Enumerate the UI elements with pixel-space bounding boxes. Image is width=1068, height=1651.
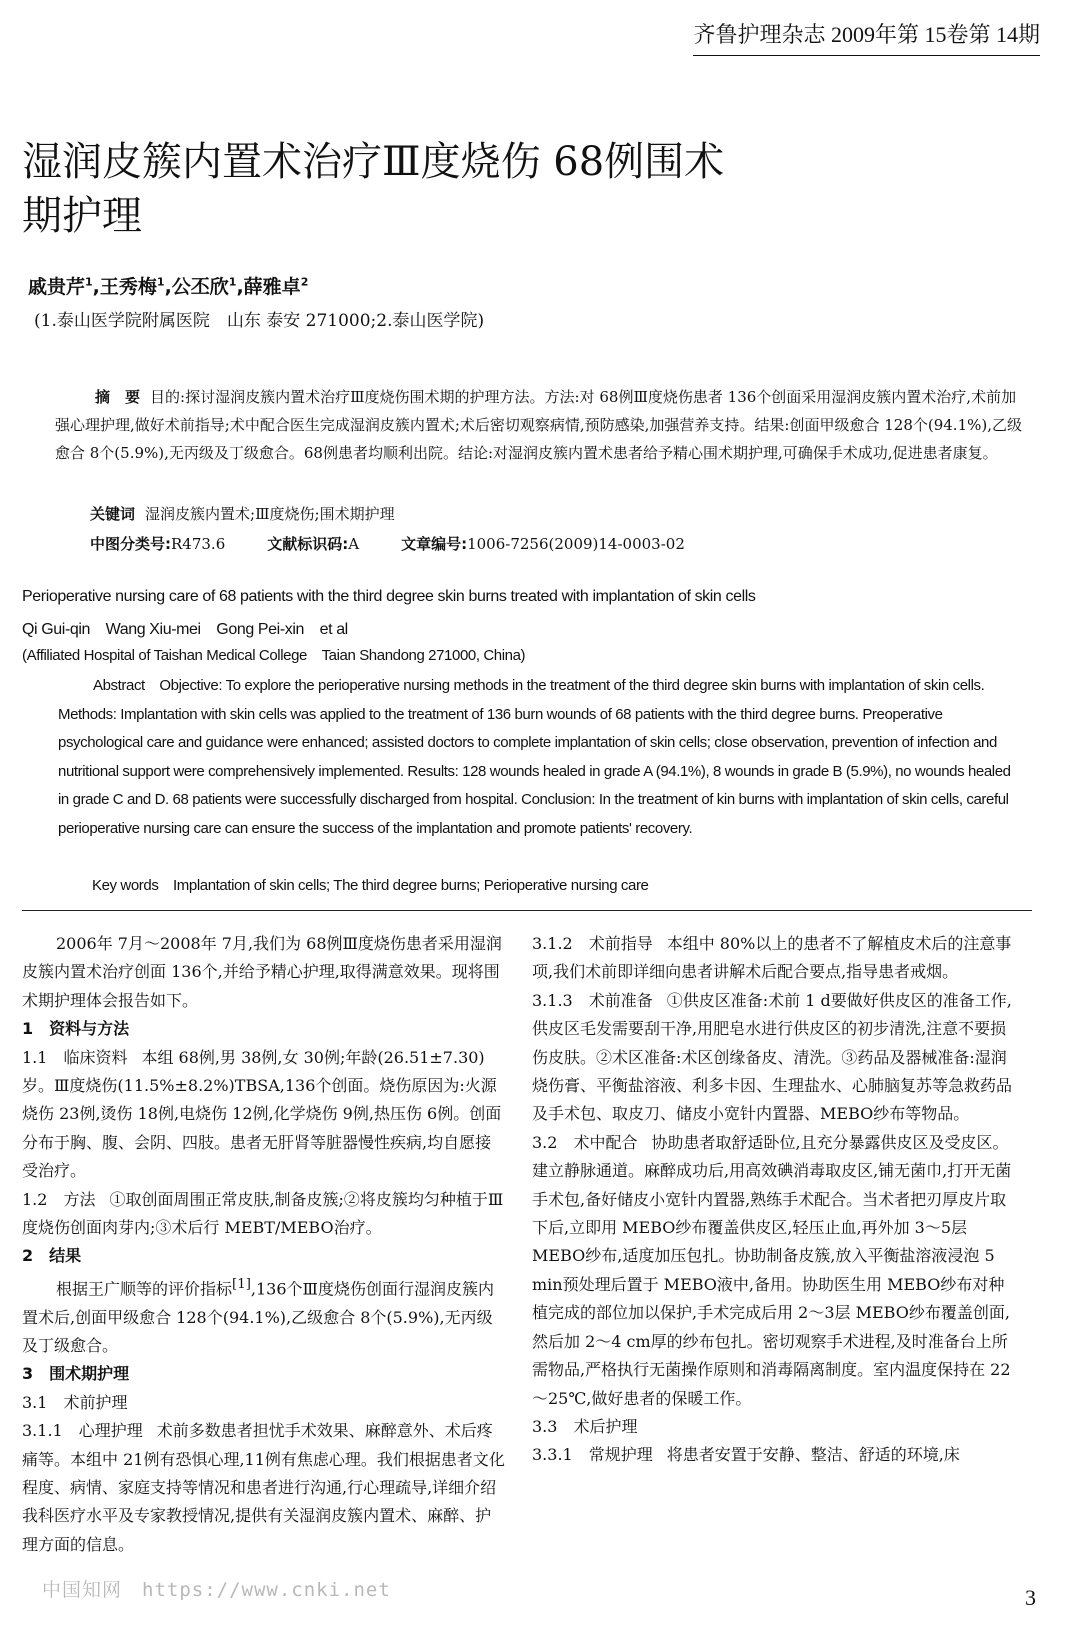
subheading-intraop: 3.2 术中配合 [532, 1132, 638, 1152]
author-affil-mark: 2 [300, 275, 309, 289]
keywords-label: 关键词 [90, 505, 136, 523]
running-header: 齐鲁护理杂志 2009年第 15卷第 14期 [693, 18, 1040, 56]
author-list: 戚贵芹$^1$,王秀梅$^1$,公丕欣$^1$,薛雅卓$^2$ [28, 275, 309, 298]
article-title: 湿润皮簇内置术治疗Ⅲ度烧伤 68例围术期护理 [22, 139, 725, 239]
author-name: 公丕欣 [171, 276, 229, 298]
author-name: 薛雅卓 [243, 276, 301, 298]
article-number-label: 文章编号: [401, 535, 468, 553]
doc-code-label: 文献标识码: [267, 535, 349, 553]
subheading-postop: 3.3 术后护理 [532, 1416, 638, 1436]
intro-paragraph: 2006年 7月～2008年 7月,我们为 68例Ⅲ度烧伤患者采用湿润皮簇内置术治疗创面 136个,并给予精心护理,取得满意效果。现将围术期护理体会报告如下。 [22, 934, 502, 1010]
keywords-zh [90, 503, 395, 524]
section-divider [22, 910, 1032, 911]
heading-methods: 1 资料与方法 [22, 1019, 130, 1039]
subheading-method: 1.2 方法 [22, 1189, 96, 1209]
abstract-zh [55, 383, 1025, 467]
clc-label: 中图分类号: [90, 535, 171, 553]
heading-results: 2 结果 [22, 1246, 82, 1266]
preop-guidance-text: 本组中 80%以上的患者不了解植皮术后的注意事项,我们术前即详细向患者讲解术后配合要点,指导患者戒烟。 [532, 934, 1012, 982]
doc-code-value: A [348, 535, 360, 553]
page-number: 3 [1025, 1585, 1036, 1610]
english-abstract [58, 672, 1018, 844]
subheading-clinical-data: 1.1 临床资料 [22, 1047, 128, 1067]
preop-prep-text: ①供皮区准备:术前 1 d要做好供皮区的准备工作,供皮区毛发需要刮干净,用肥皂水进行供皮区的初步清洗,注意不要损伤皮肤。②术区准备:术区创缘备皮、清洗。③药品及器械准备:湿润烧伤膏、平衡盐溶液、利多卡因、生理盐水、心肺脑复苏等急救药品及手术包、取皮刀、储皮小宽针内置器、MEBO纱布等物品。 [532, 990, 1013, 1124]
classification-line [90, 533, 685, 554]
author-affil-mark: 1 [85, 275, 93, 289]
author-name: 王秀梅 [99, 276, 157, 298]
subheading-psych: 3.1.1 心理护理 [22, 1421, 143, 1441]
author-affil-mark: 1 [156, 275, 165, 289]
abstract-text: 目的:探讨湿润皮簇内置术治疗Ⅲ度烧伤围术期的护理方法。方法:对 68例Ⅲ度烧伤患者 136个创面采用湿润皮簇内置术治疗,术前加强心理护理,做好术前指导;术中配合医生完成湿润皮簇内置术;术后密切观察病情,预防感染,加强营养支持。结果:创面甲级愈合 128个(94.1%),乙级愈合 8个(5.9%),无丙级及丁级愈合。68例患者均顺利出院。结论:对湿润皮簇内置术患者给予精心围术期护理,可确保手术成功,促进患者康复。 [55, 388, 1022, 462]
routine-care-text: 将患者安置于安静、整洁、舒适的环境,床 [666, 1445, 960, 1465]
clc-value: R473.6 [171, 535, 226, 553]
affiliation: (1.泰山医学院附属医院 山东 泰安 271000;2.泰山医学院) [34, 311, 485, 331]
subheading-preop-prep: 3.1.3 术前准备 [532, 990, 653, 1010]
cnki-watermark: 中国知网 https://www.cnki.net [42, 1579, 391, 1601]
keywords-text: 湿润皮簇内置术;Ⅲ度烧伤;围术期护理 [145, 505, 395, 523]
subheading-preop-guidance: 3.1.2 术前指导 [532, 934, 653, 953]
method-text: ①取创面周围正常皮肤,制备皮簇;②将皮簇均匀种植于Ⅲ度烧伤创面肉芽内;③术后行 MEBT/MEBO治疗。 [22, 1189, 504, 1238]
author-name: 戚贵芹 [28, 276, 86, 298]
english-title: Perioperative nursing care of 68 patients with the third degree skin burns treated with implantation of skin cells [22, 588, 756, 605]
body-column-right [532, 930, 1017, 1470]
body-column-left [22, 930, 507, 1559]
abstract-label: 摘 要 [95, 388, 141, 406]
intraop-text: 协助患者取舒适卧位,且充分暴露供皮区及受皮区。建立静脉通道。麻醉成功后,用高效碘消毒取皮区,铺无菌巾,打开无菌手术包,备好储皮小宽针内置器,熟练手术配合。当术者把刃厚皮片取下后,立即用 MEBO纱布覆盖供皮区,轻压止血,再外加 3～5层 MEBO纱布,适度加压包扎。协助制备皮簇,放入平衡盐溶液浸泡 5 min预处理后置于 MEBO液中,备用。协助医生用 MEBO纱布对种植完成的部位加以保护,手术完成后用 2～3层 MEBO纱布覆盖创面,然后加 2～4 cm厚的纱布包扎。密切观察手术进程,及时准备台上所需物品,严格执行无菌操作原则和消毒隔离制度。室内温度保持在 22～25℃,做好患者的保暖工作。 [532, 1132, 1012, 1408]
results-text: 根据王广顺等的评价指标 [56, 1279, 233, 1299]
english-abstract-text: Abstract Objective: To explore the perioperative nursing methods in the treatment of the third degree skin burns with implantation of skin cells. Methods: Implantation with skin cells was applied to the treatment of 136 burn wounds of 68 patients with the third degree burns. Preoperative psychological care and guidance were enhanced; assisted doctors to complete implantation of skin cells; close observation, prevention of infection and nutritional support were comprehensively implemented. Results: 128 wounds healed in grade A (94.1%), 8 wounds in grade B (5.9%), no wounds healed in grade C and D. 68 patients were successfully discharged from hospital. Conclusion: In the treatment of kin burns with implantation of skin cells, careful perioperative nursing care can ensure the success of the implantation and promote patients' recovery. [58, 677, 1011, 837]
author-affil-mark: 1 [228, 275, 237, 289]
psych-text: 术前多数患者担忧手术效果、麻醉意外、术后疼痛等。本组中 21例有恐惧心理,11例有焦虑心理。我们根据患者文化程度、病情、家庭支持等情况和患者进行沟通,行心理疏导,详细介绍我科医疗水平及专家教授情况,提供有关湿润皮簇内置术、麻醉、护理方面的信息。 [22, 1421, 505, 1554]
english-keywords: Key words Implantation of skin cells; The third degree burns; Perioperative nursing care [92, 877, 649, 894]
heading-perioperative: 3 围术期护理 [22, 1364, 130, 1384]
clinical-data-text: 本组 68例,男 38例,女 30例;年龄(26.51±7.30)岁。Ⅲ度烧伤(11.5%±8.2%)TBSA,136个创面。烧伤原因为:火源烧伤 23例,烫伤 18例,电烧伤 12例,化学烧伤 9例,热压伤 6例。创面分布于胸、腹、会阴、四肢。患者无肝肾等脏器慢性疾病,均自愿接受治疗。 [22, 1047, 502, 1181]
article-number-value: 1006-7256(2009)14-0003-02 [467, 535, 685, 553]
citation-ref: [1] [232, 1276, 251, 1292]
english-affiliation: (Affiliated Hospital of Taishan Medical College Taian Shandong 271000, China) [22, 647, 526, 664]
subheading-routine-care: 3.3.1 常规护理 [532, 1445, 653, 1465]
english-authors: Qi Gui-qin Wang Xiu-mei Gong Pei-xin et al [22, 621, 348, 638]
results-text-cont: ,136个Ⅲ度烧伤创面行湿润皮簇内置术后,创面甲级愈合 128个(94.1%),乙级愈合 8个(5.9%),无丙级及丁级愈合。 [22, 1279, 494, 1356]
subheading-preop: 3.1 术前护理 [22, 1392, 128, 1412]
